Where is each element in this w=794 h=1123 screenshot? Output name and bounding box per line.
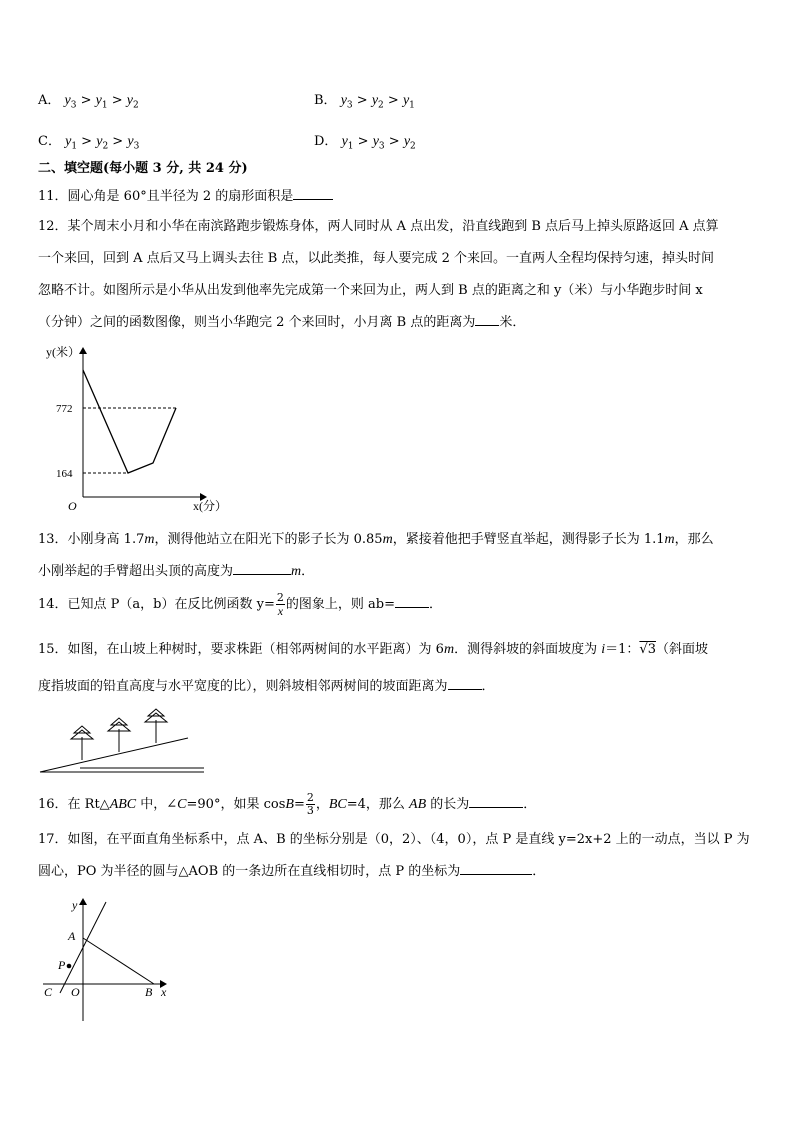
label-y: y <box>72 898 78 912</box>
label-b: B <box>145 985 153 999</box>
question-15-line-1: 15．如图，在山坡上种树时，要求株距（相邻两树间的水平距离）为 6m．测得斜坡的斜面坡度为 i＝1：√3（斜面坡 <box>38 642 708 657</box>
question-13-line-1: 13．小刚身高 1.7m，测得他站立在阳光下的影子长为 0.85m，紧接着他把手臂竖直举起，测得影子长为 1.1m，那么 <box>38 532 714 547</box>
question-12-line-3: 忽略不计。如图所示是小华从出发到他率先完成第一个来回为止，两人到 B 点的距离之和 y（米）与小华跑步时间 x <box>38 283 703 298</box>
origin-label: O <box>68 499 77 513</box>
question-13-line-2: 小刚举起的手臂超出头顶的高度为 m． <box>38 564 315 579</box>
fraction-2-over-x: $\frac{2}{x}$ <box>276 591 284 618</box>
question-14: 14．已知点 P（a，b）在反比例函数 y= $\frac{2}{x}$ 的图象上，则 ab= ． <box>38 591 442 618</box>
slope-line <box>40 738 188 772</box>
option-b: B． $y_3 > y_2 > y_1$ <box>314 93 415 111</box>
tick-772: 772 <box>56 403 73 415</box>
coordinate-diagram <box>38 893 188 1028</box>
answer-blank[interactable] <box>395 595 429 608</box>
tree-2 <box>108 718 130 752</box>
option-c: C． $y_1 > y_2 > y_3$ <box>38 134 140 152</box>
section-heading: 二、填空题(每小题 3 分, 共 24 分) <box>38 161 248 176</box>
answer-blank[interactable] <box>460 862 532 875</box>
label-x: x <box>161 985 167 999</box>
question-12-line-1: 12．某个周末小月和小华在南滨路跑步锻炼身体，两人同时从 A 点出发，沿直线跑到 B 点后马上掉头原路返回 A 点算 <box>38 219 719 234</box>
fraction-2-over-3: $\frac{2}{3}$ <box>306 791 314 817</box>
label-o: O <box>71 985 80 999</box>
tick-164: 164 <box>56 468 73 480</box>
label-a: A <box>68 929 76 943</box>
y-axis-label: y(米） <box>46 345 80 359</box>
label-p: P <box>58 958 66 972</box>
distance-time-graph <box>38 340 238 515</box>
tree-3 <box>145 709 167 743</box>
answer-blank[interactable] <box>475 313 499 326</box>
slope-trees-diagram <box>38 702 218 777</box>
answer-blank[interactable] <box>469 795 523 808</box>
segment-ab <box>83 938 154 984</box>
question-12-line-4: （分钟）之间的函数图像，则当小华跑完 2 个来回时，小月离 B 点的距离为 米． <box>38 315 526 330</box>
sqrt-3: √3 <box>639 642 656 657</box>
graph-curve <box>83 370 176 473</box>
option-d: D． $y_1 > y_3 > y_2$ <box>314 134 416 152</box>
question-17-line-2: 圆心，PO 为半径的圆与△AOB 的一条边所在直线相切时，点 P 的坐标为 ． <box>38 864 546 879</box>
question-11: 11．圆心角是 60°且半径为 2 的扇形面积是 <box>38 187 333 206</box>
answer-blank[interactable] <box>233 562 291 575</box>
tree-1 <box>71 726 93 760</box>
answer-blank[interactable] <box>448 677 482 690</box>
point-p <box>67 964 72 969</box>
question-15-line-2: 度指坡面的铅直高度与水平宽度的比），则斜坡相邻两树间的坡面距离为 ． <box>38 679 495 694</box>
x-axis-label: x(分） <box>193 499 227 513</box>
question-17-line-1: 17．如图，在平面直角坐标系中，点 A、B 的坐标分别是（0，2）、（4，0），点 P 是直线 y=2x+2 上的一动点，当以 P 为 <box>38 832 750 847</box>
answer-blank[interactable] <box>293 187 333 200</box>
question-12-line-2: 一个来回，回到 A 点后又马上调头去往 B 点，以此类推，每人要完成 2 个来回。一直两人全程均保持匀速，掉头时间 <box>38 251 715 266</box>
question-16: 16．在 Rt△ABC 中，∠C=90°，如果 cosB= $\frac{2}{3}$ ，BC=4，那么 AB 的长为 ． <box>38 791 537 817</box>
option-a: A． $y_3 > y_1 > y_2$ <box>38 93 139 111</box>
label-c: C <box>44 985 53 999</box>
